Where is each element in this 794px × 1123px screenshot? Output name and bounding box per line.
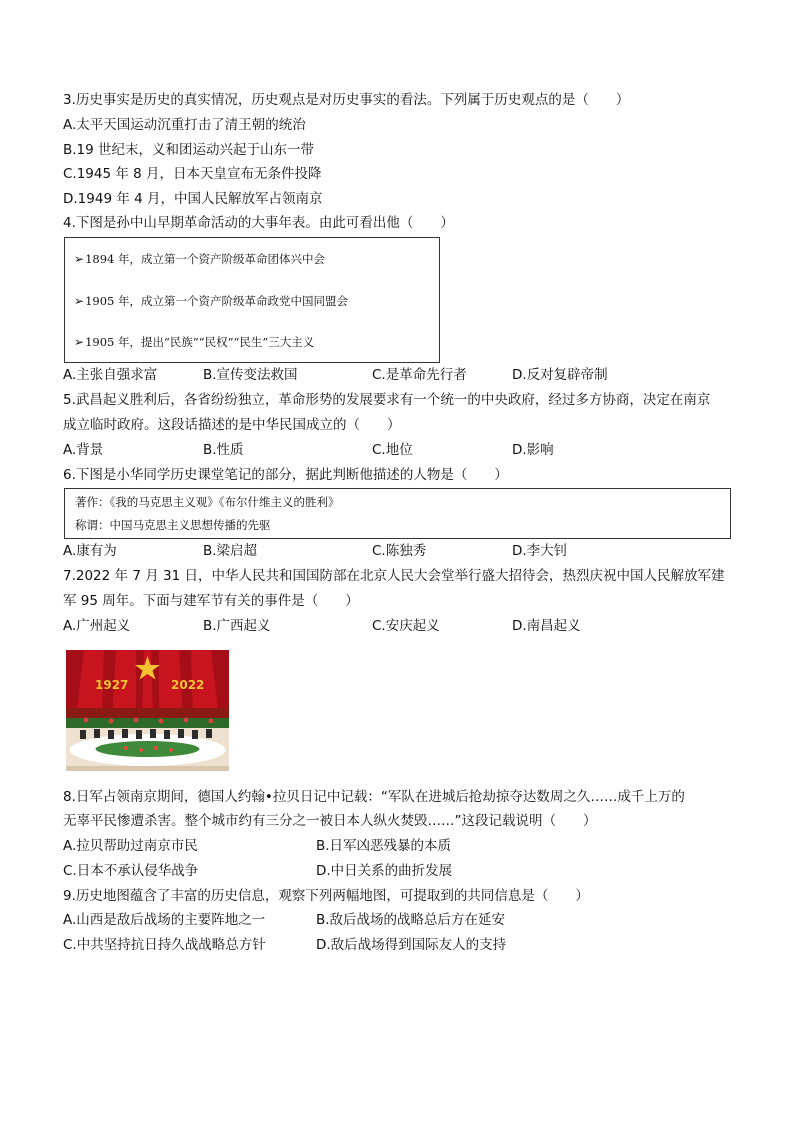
q5-option-b: B.性质 xyxy=(203,442,244,458)
q5-stem-line1: 5.武昌起义胜利后，各省纷纷独立，革命形势的发展要求有一个统一的中央政府，经过多方协商，决定在南京 xyxy=(63,392,711,408)
q4-stem: 4.下图是孙中山早期革命活动的大事年表。由此可看出他（ ） xyxy=(63,215,454,231)
q9-stem: 9.历史地图蕴含了丰富的历史信息，观察下列两幅地图，可提取到的共同信息是（ ） xyxy=(63,888,589,904)
q6-option-c: C.陈独秀 xyxy=(372,543,427,559)
arrow-bullet-icon: ➢ xyxy=(74,335,85,349)
q6-note-box xyxy=(64,488,731,539)
q7-stem-line1: 7.2022 年 7 月 31 日，中华人民共和国国防部在北京人民大会堂举行盛大招待会，热烈庆祝中国人民解放军建 xyxy=(63,568,725,584)
q8-option-d: D.中日关系的曲折发展 xyxy=(316,863,453,879)
q8-option-c: C.日本不承认侵华战争 xyxy=(63,863,199,879)
q3-option-b: B.19 世纪末，义和团运动兴起于山东一带 xyxy=(63,142,315,158)
photo-year-right: 2022 xyxy=(171,678,205,692)
q3-option-a: A.太平天国运动沉重打击了清王朝的统治 xyxy=(63,117,306,133)
q4-option-b: B.宣传变法救国 xyxy=(203,367,298,383)
q3-stem: 3.历史事实是历史的真实情况，历史观点是对历史事实的看法。下列属于历史观点的是（ ） xyxy=(63,92,630,108)
reception-photo xyxy=(66,650,229,771)
q6-option-a: A.康有为 xyxy=(63,543,117,559)
q5-option-d: D.影响 xyxy=(512,442,554,458)
q9-option-b: B.敌后战场的战略总后方在延安 xyxy=(316,912,506,928)
q8-stem-line2: 无辜平民惨遭杀害。整个城市约有三分之一被日本人纵火焚毁……”这段记载说明（ ） xyxy=(63,813,597,829)
arrow-bullet-icon: ➢ xyxy=(74,294,85,308)
q6-option-d: D.李大钊 xyxy=(512,543,568,559)
q8-stem-line1: 8.日军占领南京期间，德国人约翰•拉贝日记中记载：“军队在进城后抢劫掠夺达数周之久……成千上万的 xyxy=(63,789,685,805)
q4-timeline-box xyxy=(64,237,440,363)
arrow-bullet-icon: ➢ xyxy=(74,252,85,266)
timeline-item: ➢1894 年，成立第一个资产阶级革命团体兴中会 xyxy=(74,252,325,266)
q6-stem: 6.下图是小华同学历史课堂笔记的部分，据此判断他描述的人物是（ ） xyxy=(63,467,508,483)
note-works-line: 著作：《我的马克思主义观》《布尔什维主义的胜利》 xyxy=(75,495,340,509)
q7-stem-line2: 军 95 周年。下面与建军节有关的事件是（ ） xyxy=(63,593,359,609)
q9-option-d: D.敌后战场得到国际友人的支持 xyxy=(316,937,507,953)
q5-stem-line2: 成立临时政府。这段话描述的是中华民国成立的（ ） xyxy=(63,417,401,433)
q7-option-c: C.安庆起义 xyxy=(372,618,440,634)
timeline-item: ➢1905 年，成立第一个资产阶级革命政党中国同盟会 xyxy=(74,294,348,308)
q7-option-a: A.广州起义 xyxy=(63,618,131,634)
note-title-line: 称谓：中国马克思主义思想传播的先驱 xyxy=(75,518,271,532)
reception-photo-graphic xyxy=(66,650,229,771)
q9-option-c: C.中共坚持抗日持久战战略总方针 xyxy=(63,937,266,953)
q8-option-b: B.日军凶恶残暴的本质 xyxy=(316,838,452,854)
q7-option-d: D.南昌起义 xyxy=(512,618,581,634)
q3-option-c: C.1945 年 8 月，日本天皇宣布无条件投降 xyxy=(63,166,322,182)
q4-option-c: C.是革命先行者 xyxy=(372,367,467,383)
q9-option-a: A.山西是敌后战场的主要阵地之一 xyxy=(63,912,266,928)
q4-option-d: D.反对复辟帝制 xyxy=(512,367,608,383)
q5-option-a: A.背景 xyxy=(63,442,104,458)
timeline-item: ➢1905 年，提出“民族”“民权”“民生”三大主义 xyxy=(74,335,315,349)
q4-option-a: A.主张自强求富 xyxy=(63,367,158,383)
q7-option-b: B.广西起义 xyxy=(203,618,271,634)
photo-year-left: 1927 xyxy=(95,678,129,692)
q5-option-c: C.地位 xyxy=(372,442,413,458)
q6-option-b: B.梁启超 xyxy=(203,543,258,559)
q3-option-d: D.1949 年 4 月，中国人民解放军占领南京 xyxy=(63,191,323,207)
q8-option-a: A.拉贝帮助过南京市民 xyxy=(63,838,198,854)
